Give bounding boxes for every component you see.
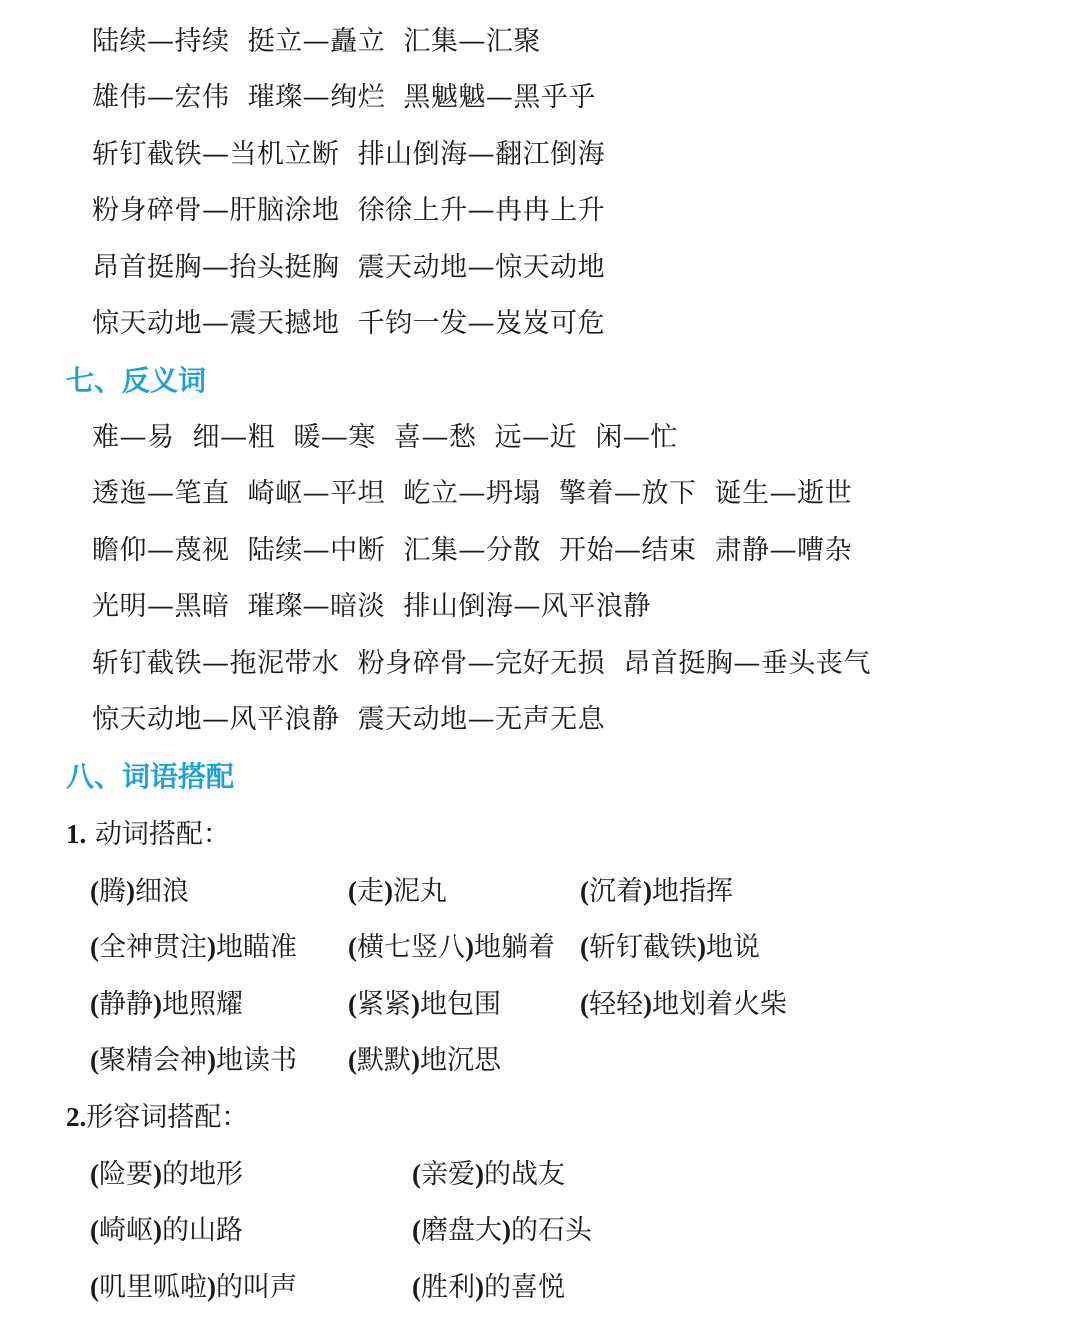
paren-close: )	[475, 1272, 484, 1302]
collocation-rest: 地瞄准	[216, 932, 297, 963]
collocation-item	[90, 927, 297, 967]
paren-open: (	[580, 989, 589, 1019]
paren-open: (	[412, 1159, 421, 1189]
collocation-word: 轻轻	[589, 989, 643, 1020]
paren-close: )	[502, 1215, 511, 1245]
paren-close: )	[153, 1215, 162, 1245]
collocation-rest: 地划着火柴	[652, 989, 787, 1020]
subheading-title: 形容词搭配：	[86, 1102, 249, 1133]
paren-open: (	[580, 932, 589, 962]
collocation-item	[580, 984, 787, 1024]
synonym-line: 陆续—持续 挺立—矗立 汇集—汇聚	[92, 26, 541, 57]
collocation-word: 走	[357, 876, 384, 907]
paren-open: (	[90, 1159, 99, 1189]
collocation-item	[412, 1267, 565, 1307]
synonym-line: 雄伟—宏伟 璀璨—绚烂 黑魆魆—黑乎乎	[92, 82, 596, 113]
collocation-word: 全神贯注	[99, 932, 207, 963]
collocation-item	[348, 1040, 501, 1080]
collocation-word: 沉着	[589, 876, 643, 907]
collocation-rest: 地指挥	[652, 876, 733, 907]
subheading-number: 2.	[66, 1102, 87, 1132]
paren-open: (	[90, 1272, 99, 1302]
collocation-word: 亲爱	[421, 1159, 475, 1190]
collocation-rest: 的地形	[162, 1159, 243, 1190]
collocation-rest: 地说	[706, 932, 760, 963]
antonym-line: 光明—黑暗 璀璨—暗淡 排山倒海—风平浪静	[92, 591, 651, 622]
collocation-word: 胜利	[421, 1272, 475, 1303]
collocation-word: 磨盘大	[421, 1215, 502, 1246]
paren-close: )	[126, 876, 135, 906]
synonym-line: 斩钉截铁—当机立断 排山倒海—翻江倒海	[92, 139, 606, 170]
section-heading-antonyms: 七、反义词	[66, 364, 207, 397]
paren-close: )	[207, 1272, 216, 1302]
collocation-word: 崎岖	[99, 1215, 153, 1246]
subheading-verb	[66, 814, 230, 854]
paren-open: (	[412, 1215, 421, 1245]
paren-open: (	[90, 876, 99, 906]
paren-close: )	[153, 989, 162, 1019]
collocation-rest: 的叫声	[216, 1272, 297, 1303]
collocation-item	[90, 1040, 297, 1080]
collocation-item	[90, 1154, 243, 1194]
synonym-line: 粉身碎骨—肝脑涂地 徐徐上升—冉冉上升	[92, 195, 606, 226]
paren-close: )	[411, 989, 420, 1019]
subheading-number: 1.	[66, 819, 87, 849]
collocation-word: 险要	[99, 1159, 153, 1190]
collocation-word: 斩钉截铁	[589, 932, 697, 963]
collocation-item	[90, 1210, 243, 1250]
collocation-word: 叽里呱啦	[99, 1272, 207, 1303]
collocation-rest: 地照耀	[162, 989, 243, 1020]
paren-open: (	[90, 1215, 99, 1245]
antonym-line: 斩钉截铁—拖泥带水 粉身碎骨—完好无损 昂首挺胸—垂头丧气	[92, 648, 871, 679]
collocation-rest: 地读书	[216, 1045, 297, 1076]
paren-close: )	[411, 1045, 420, 1075]
paren-close: )	[643, 876, 652, 906]
paren-close: )	[384, 876, 393, 906]
antonym-line: 难—易 细—粗 暖—寒 喜—愁 远—近 闲—忙	[92, 422, 678, 453]
paren-close: )	[475, 1159, 484, 1189]
section-heading-collocations: 八、词语搭配	[66, 760, 235, 793]
paren-open: (	[90, 1045, 99, 1075]
collocation-rest: 泥丸	[393, 876, 447, 907]
collocation-item	[348, 984, 501, 1024]
collocation-word: 聚精会神	[99, 1045, 207, 1076]
paren-open: (	[348, 876, 357, 906]
paren-open: (	[580, 876, 589, 906]
synonym-line: 昂首挺胸—抬头挺胸 震天动地—惊天动地	[92, 252, 606, 283]
collocation-rest: 地沉思	[420, 1045, 501, 1076]
collocation-item	[580, 927, 760, 967]
collocation-item	[90, 871, 189, 911]
collocation-word: 静静	[99, 989, 153, 1020]
synonym-line: 惊天动地—震天撼地 千钧一发—岌岌可危	[92, 308, 606, 339]
collocation-rest: 细浪	[135, 876, 189, 907]
paren-close: )	[153, 1159, 162, 1189]
antonym-line: 瞻仰—蔑视 陆续—中断 汇集—分散 开始—结束 肃静—嘈杂	[92, 535, 853, 566]
collocation-item	[90, 984, 243, 1024]
collocation-item	[412, 1154, 565, 1194]
paren-open: (	[412, 1272, 421, 1302]
antonym-line: 透迤—笔直 崎岖—平坦 屹立—坍塌 擎着—放下 诞生—逝世	[92, 478, 853, 509]
collocation-word: 紧紧	[357, 989, 411, 1020]
subheading-adj	[66, 1097, 248, 1137]
paren-open: (	[348, 932, 357, 962]
collocation-rest: 的山路	[162, 1215, 243, 1246]
collocation-rest: 的喜悦	[484, 1272, 565, 1303]
paren-open: (	[90, 989, 99, 1019]
collocation-word: 腾	[99, 876, 126, 907]
collocation-item	[580, 871, 733, 911]
paren-close: )	[643, 989, 652, 1019]
collocation-word: 横七竖八	[357, 932, 465, 963]
paren-open: (	[348, 989, 357, 1019]
paren-close: )	[207, 1045, 216, 1075]
paren-open: (	[90, 932, 99, 962]
collocation-item	[90, 1267, 297, 1307]
antonym-line: 惊天动地—风平浪静 震天动地—无声无息	[92, 704, 606, 735]
collocation-item	[348, 927, 555, 967]
paren-close: )	[207, 932, 216, 962]
collocation-word: 默默	[357, 1045, 411, 1076]
collocation-rest: 的石头	[511, 1215, 592, 1246]
collocation-item	[348, 871, 447, 911]
collocation-rest: 的战友	[484, 1159, 565, 1190]
collocation-item	[412, 1210, 592, 1250]
paren-close: )	[465, 932, 474, 962]
collocation-rest: 地包围	[420, 989, 501, 1020]
paren-open: (	[348, 1045, 357, 1075]
paren-close: )	[697, 932, 706, 962]
collocation-rest: 地躺着	[474, 932, 555, 963]
subheading-title: 动词搭配：	[94, 819, 230, 850]
